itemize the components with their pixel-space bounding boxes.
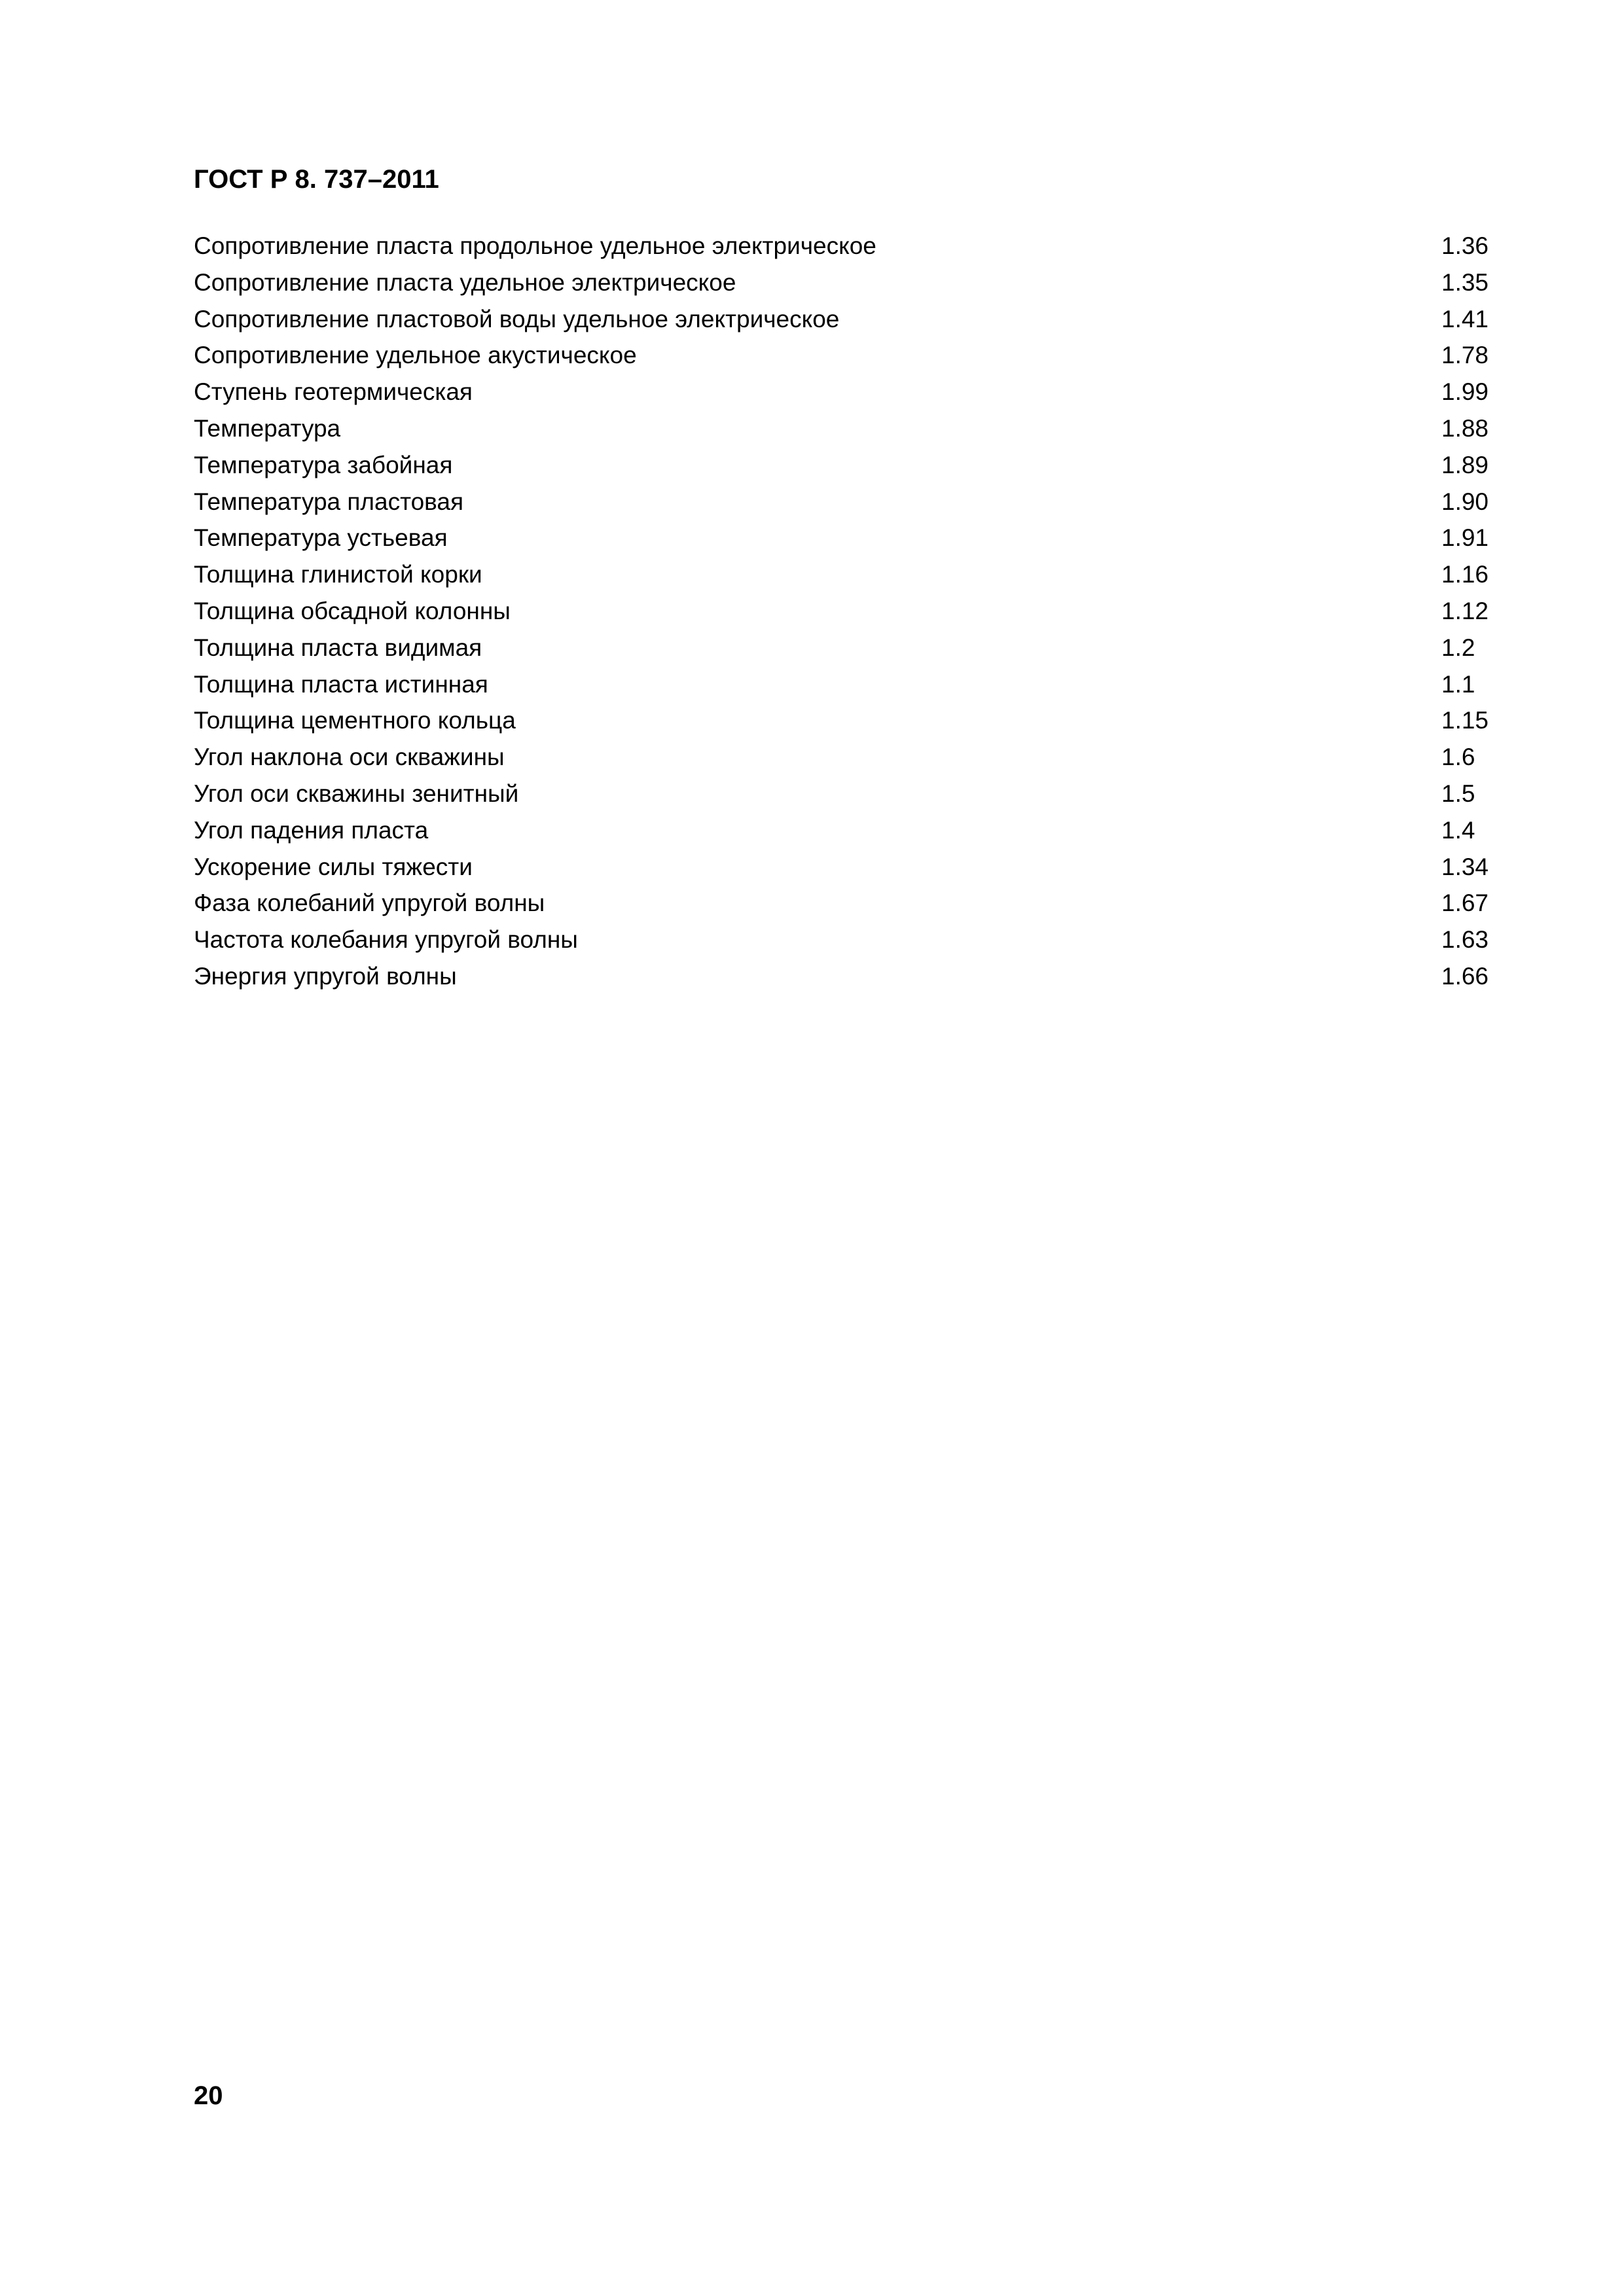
index-term: Толщина пласта истинная [194,670,488,698]
index-reference: 1.5 [1441,780,1475,807]
index-reference: 1.6 [1441,744,1475,771]
index-reference: 1.88 [1441,414,1489,442]
index-entry [194,230,1536,267]
index-term: Сопротивление удельное акустическое [194,342,637,369]
index-term: Угол оси скважины зенитный [194,780,519,807]
index-term: Угол наклона оси скважины [194,744,505,771]
index-entry [194,450,1536,486]
index-term: Температура [194,414,341,442]
index-reference: 1.66 [1441,962,1489,990]
index-term: Фаза колебаний упругой волны [194,889,545,917]
index-entry [194,522,1536,559]
index-term: Толщина глинистой корки [194,561,482,588]
index-reference: 1.41 [1441,305,1489,332]
index-entry [194,340,1536,376]
index-term: Толщина пласта видимая [194,634,482,661]
index-reference: 1.90 [1441,488,1489,515]
index-entry [194,376,1536,413]
index-term: Температура забойная [194,451,453,478]
index-term: Ступень геотермическая [194,378,473,406]
index-reference: 1.99 [1441,378,1489,406]
index-reference: 1.4 [1441,816,1475,844]
index-term: Ускорение силы тяжести [194,853,473,880]
index-entry [194,852,1536,888]
index-term: Угол падения пласта [194,816,429,844]
index-entry [194,961,1536,997]
index-reference: 1.78 [1441,342,1489,369]
index-term: Сопротивление пласта продольное удельное электрическое [194,232,876,259]
index-entry [194,778,1536,815]
index-term: Толщина обсадной колонны [194,597,511,624]
index-reference: 1.36 [1441,232,1489,259]
index-entry [194,486,1536,523]
index-term: Температура пластовая [194,488,464,515]
term-index-list [194,230,1536,997]
index-term: Энергия упругой волны [194,962,457,990]
index-entry [194,304,1536,340]
index-reference: 1.63 [1441,926,1489,954]
index-entry [194,924,1536,961]
index-entry [194,632,1536,669]
index-reference: 1.67 [1441,889,1489,917]
index-entry [194,742,1536,778]
index-reference: 1.2 [1441,634,1475,661]
index-entry [194,669,1536,706]
index-reference: 1.15 [1441,707,1489,734]
index-entry [194,705,1536,742]
index-reference: 1.12 [1441,597,1489,624]
index-term: Толщина цементного кольца [194,707,516,734]
page-number: 20 [194,2081,223,2110]
index-reference: 1.16 [1441,561,1489,588]
index-reference: 1.35 [1441,268,1489,296]
index-entry [194,815,1536,852]
index-reference: 1.34 [1441,853,1489,880]
index-entry [194,267,1536,304]
index-reference: 1.89 [1441,451,1489,478]
index-entry [194,413,1536,450]
index-entry [194,559,1536,596]
index-reference: 1.91 [1441,524,1489,552]
index-entry [194,596,1536,632]
index-term: Частота колебания упругой волны [194,926,578,954]
index-reference: 1.1 [1441,670,1475,698]
index-entry [194,888,1536,924]
index-term: Температура устьевая [194,524,448,552]
index-term: Сопротивление пласта удельное электрическое [194,268,736,296]
document-header: ГОСТ Р 8. 737–2011 [194,165,439,194]
index-term: Сопротивление пластовой воды удельное электрическое [194,305,840,332]
